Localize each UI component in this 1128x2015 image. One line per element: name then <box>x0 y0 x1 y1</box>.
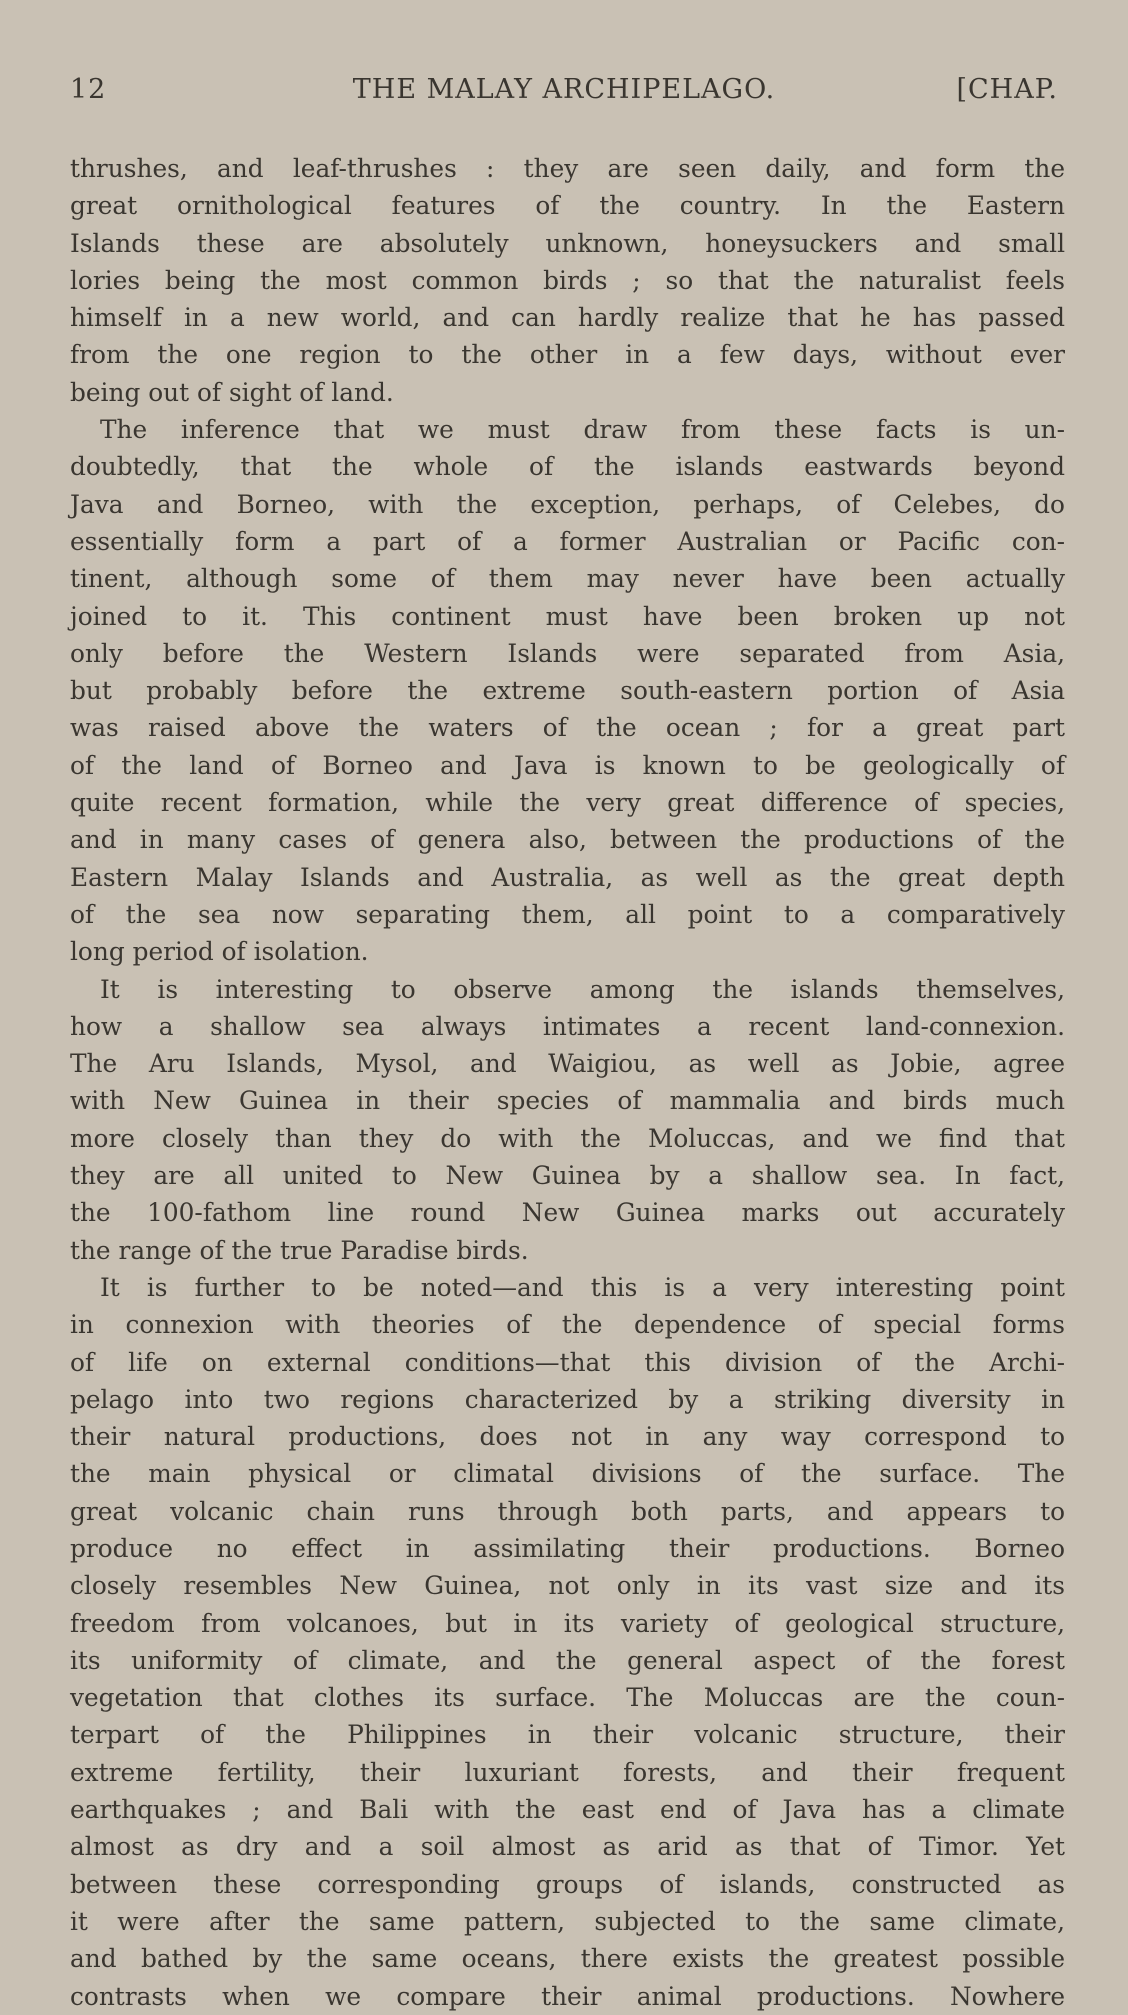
book-title: THE MALAY ARCHIPELAGO. <box>352 74 776 105</box>
text-line: with New Guinea in their species of mammalia and birds much <box>70 1086 1065 1116</box>
text-line: quite recent formation, while the very great difference of species, <box>70 788 1065 818</box>
text-line: Java and Borneo, with the exception, perhaps, of Celebes, do <box>70 489 1065 519</box>
text-line: himself in a new world, and can hardly realize that he has passed <box>70 303 1065 333</box>
body-text <box>70 150 1065 2015</box>
text-line: Islands these are absolutely unknown, honeysuckers and small <box>70 228 1065 258</box>
text-line: the main physical or climatal divisions of the surface. The <box>70 1459 1065 1489</box>
text-line: produce no effect in assimilating their productions. Borneo <box>70 1533 1065 1563</box>
chapter-mark: [CHAP. <box>956 74 1058 105</box>
text-line: closely resembles New Guinea, not only in its vast size and its <box>70 1571 1065 1601</box>
text-line: more closely than they do with the Moluccas, and we find that <box>70 1123 1065 1153</box>
text-line: only before the Western Islands were separated from Asia, <box>70 638 1065 668</box>
text-line: It is interesting to observe among the islands themselves, <box>100 974 1065 1004</box>
text-line: but probably before the extreme south-eastern portion of Asia <box>70 676 1065 706</box>
text-line: and bathed by the same oceans, there exists the greatest possible <box>70 1944 1065 1974</box>
text-line: great volcanic chain runs through both parts, and appears to <box>70 1496 1065 1526</box>
text-line: extreme fertility, their luxuriant forests, and their frequent <box>70 1757 1065 1787</box>
text-line: of life on external conditions—that this division of the Archi- <box>70 1347 1065 1377</box>
text-line: almost as dry and a soil almost as arid as that of Timor. Yet <box>70 1832 1065 1862</box>
text-line: tinent, although some of them may never have been actually <box>70 564 1065 594</box>
text-line: The Aru Islands, Mysol, and Waigiou, as well as Jobie, agree <box>70 1049 1065 1079</box>
text-line: The inference that we must draw from these facts is un- <box>100 415 1065 445</box>
text-line: from the one region to the other in a few days, without ever <box>70 340 1065 370</box>
text-line: their natural productions, does not in any way correspond to <box>70 1422 1065 1452</box>
text-line: thrushes, and leaf-thrushes : they are seen daily, and form the <box>70 154 1065 183</box>
text-line: in connexion with theories of the dependence of special forms <box>70 1310 1065 1340</box>
text-line: pelago into two regions characterized by a striking diversity in <box>70 1384 1065 1414</box>
text-line: of the land of Borneo and Java is known to be geologically of <box>70 750 1065 780</box>
text-line: the 100-fathom line round New Guinea marks out accurately <box>70 1198 1065 1228</box>
text-line: terpart of the Philippines in their volcanic structure, their <box>70 1720 1065 1750</box>
page-number: 12 <box>70 74 107 105</box>
text-line: joined to it. This continent must have been broken up not <box>70 601 1065 631</box>
text-line: how a shallow sea always intimates a recent land-connexion. <box>70 1011 1065 1041</box>
text-line: was raised above the waters of the ocean ; for a great part <box>70 713 1065 743</box>
text-line: great ornithological features of the country. In the Eastern <box>70 191 1065 221</box>
text-line: being out of sight of land. <box>70 377 394 407</box>
text-line: and in many cases of genera also, between the productions of the <box>70 825 1065 855</box>
text-line: of the sea now separating them, all point to a comparatively <box>70 899 1065 929</box>
text-line: the range of the true Paradise birds. <box>70 1235 529 1265</box>
text-line: its uniformity of climate, and the general aspect of the forest <box>70 1645 1065 1675</box>
text-line: vegetation that clothes its surface. The Moluccas are the coun- <box>70 1683 1065 1713</box>
text-line: between these corresponding groups of islands, constructed as <box>70 1869 1065 1899</box>
text-line: doubtedly, that the whole of the islands eastwards beyond <box>70 452 1065 482</box>
text-line: they are all united to New Guinea by a shallow sea. In fact, <box>70 1161 1065 1191</box>
text-line: long period of isolation. <box>70 937 369 967</box>
running-head <box>70 74 1058 110</box>
text-line: it were after the same pattern, subjected to the same climate, <box>70 1906 1065 1936</box>
text-line: contrasts when we compare their animal productions. Nowhere <box>70 1981 1065 2011</box>
text-line: earthquakes ; and Bali with the east end of Java has a climate <box>70 1795 1065 1825</box>
text-line: essentially form a part of a former Australian or Pacific con- <box>70 526 1065 556</box>
text-line: Eastern Malay Islands and Australia, as well as the great depth <box>70 862 1065 892</box>
text-line: freedom from volcanoes, but in its variety of geological structure, <box>70 1608 1065 1638</box>
text-line: lories being the most common birds ; so that the naturalist feels <box>70 265 1065 295</box>
text-line: It is further to be noted—and this is a very interesting point <box>100 1272 1065 1302</box>
